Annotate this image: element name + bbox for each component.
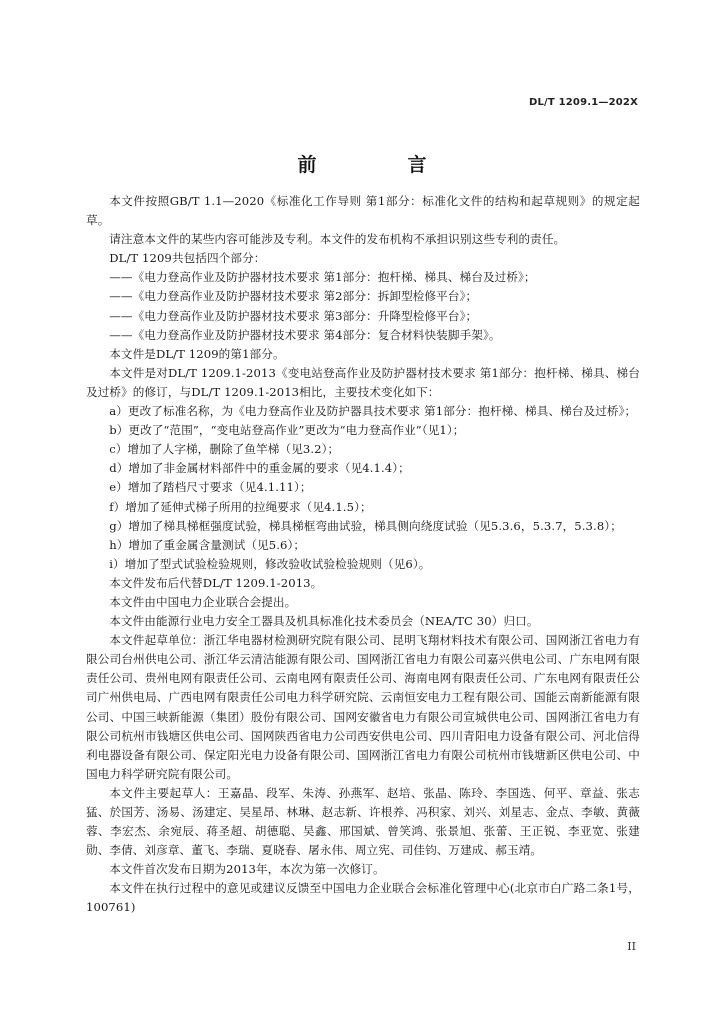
change-item: a）更改了标准名称，为《电力登高作业及防护器具技术要求 第1部分：抱杆梯、梯具、梯台及过桥》；	[109, 404, 637, 419]
change-item: g）增加了梯具梯框强度试验，梯具梯框弯曲试验，梯具侧向绕度试验（见5.3.6，5.3.7，5.3.8）；	[109, 518, 622, 533]
paragraph: 本文件在执行过程中的意见或建议反馈至中国电力企业联合会标准化管理中心(北京市白广路二条1号，100761)	[86, 881, 640, 915]
change-item: f）增加了延伸式梯子所用的拉绳要求（见4.1.5）；	[109, 499, 372, 514]
paragraph: 本文件由能源行业电力安全工器具及机具标准化技术委员会（NEA/TC 30）归口。	[109, 614, 539, 629]
change-item: i）增加了型式试验检验规则，修改验收试验检验规则（见6）。	[109, 556, 431, 571]
paragraph: 本文件是对DL/T 1209.1-2013《变电站登高作业及防护器材技术要求 第1部分：抱杆梯、梯具、梯台及过桥》的修订，与DL/T 1209.1-2013相比，主要技术变化如下：	[86, 365, 641, 399]
paragraph: DL/T 1209共包括四个部分：	[109, 251, 266, 266]
drafting-units: 本文件起草单位：浙江华电器材检测研究院有限公司、昆明飞翔材料技术有限公司、国网浙江省电力有限公司台州供电公司、浙江华云清洁能源有限公司、国网浙江省电力有限公司嘉兴供电公司、广东电网有限责任公司、贵州电网有限责任公司、云南电网有限责任公司、海南电网有限责任公司、广东电网有限责任公司广州供电局、广西电网有限责任公司电力科学研究院、云南恒安电力工程有限公司、国能云南新能源有限公司、中国三峡新能源（集团）股份有限公司、国网安徽省电力有限公司宣城供电公司、国网浙江省电力有限公司杭州市钱塘区供电公司、国网陕西省电力公司西安供电公司、四川青阳电力设备有限公司、河北信得利电器设备有限公司、保定阳光电力设备有限公司、国网浙江省电力有限公司杭州市钱塘新区供电公司、中国电力科学研究院有限公司。	[86, 633, 640, 781]
document-code: DL/T 1209.1—202X	[528, 97, 638, 108]
change-item: e）增加了踏档尺寸要求（见4.1.11）；	[109, 480, 312, 495]
change-item: b）更改了“范围”，“变电站登高作业”更改为“电力登高作业”（见1）；	[109, 423, 465, 438]
list-item: ——《电力登高作业及防护器材技术要求 第4部分：复合材料快装脚手架》。	[109, 327, 501, 342]
paragraph: 本文件按照GB/T 1.1—2020《标准化工作导则 第1部分：标准化文件的结构和起草规则》的规定起草。	[86, 194, 640, 228]
page-title: 前 言	[297, 154, 463, 176]
change-item: h）增加了重金属含量测试（见5.6）；	[109, 537, 306, 552]
change-item: d）增加了非金属材料部件中的重金属的要求（见4.1.4）；	[109, 461, 410, 476]
paragraph: 本文件是DL/T 1209的第1部分。	[109, 346, 285, 361]
list-item: ——《电力登高作业及防护器材技术要求 第1部分：抱杆梯、梯具、梯台及过桥》；	[109, 270, 536, 285]
list-item: ——《电力登高作业及防护器材技术要求 第2部分：拆卸型检修平台》；	[109, 289, 478, 304]
drafters: 本文件主要起草人：王嘉晶、段军、朱涛、孙燕军、赵培、张晶、陈玲、李国选、何平、章益、张志猛、於国芳、汤易、汤建定、吴星昂、林琳、赵志新、许根养、冯积家、刘兴、刘星志、金点、李敏、黄薇蓉、李宏杰、余宛辰、蒋圣超、胡德聪、吴鑫、邢国斌、曾笑鸿、张景旭、张蕾、王正锐、李亚宽、张建勋、李倩、刘彦章、董飞、李瑞、夏晓春、屠永伟、周立宪、司佳钧、万建成、郝玉靖。	[86, 785, 640, 858]
paragraph: 本文件首次发布日期为2013年，本次为第一次修订。	[109, 862, 385, 877]
paragraph: 请注意本文件的某些内容可能涉及专利。本文件的发布机构不承担识别这些专利的责任。	[109, 232, 566, 247]
paragraph: 本文件发布后代替DL/T 1209.1-2013。	[109, 575, 323, 590]
page-number: II	[627, 940, 636, 953]
paragraph: 本文件由中国电力企业联合会提出。	[109, 594, 297, 609]
foreword-body	[86, 192, 640, 918]
list-item: ——《电力登高作业及防护器材技术要求 第3部分：升降型检修平台》；	[109, 308, 478, 323]
change-item: c）增加了人字梯，删除了鱼竿梯（见3.2）；	[109, 442, 340, 457]
